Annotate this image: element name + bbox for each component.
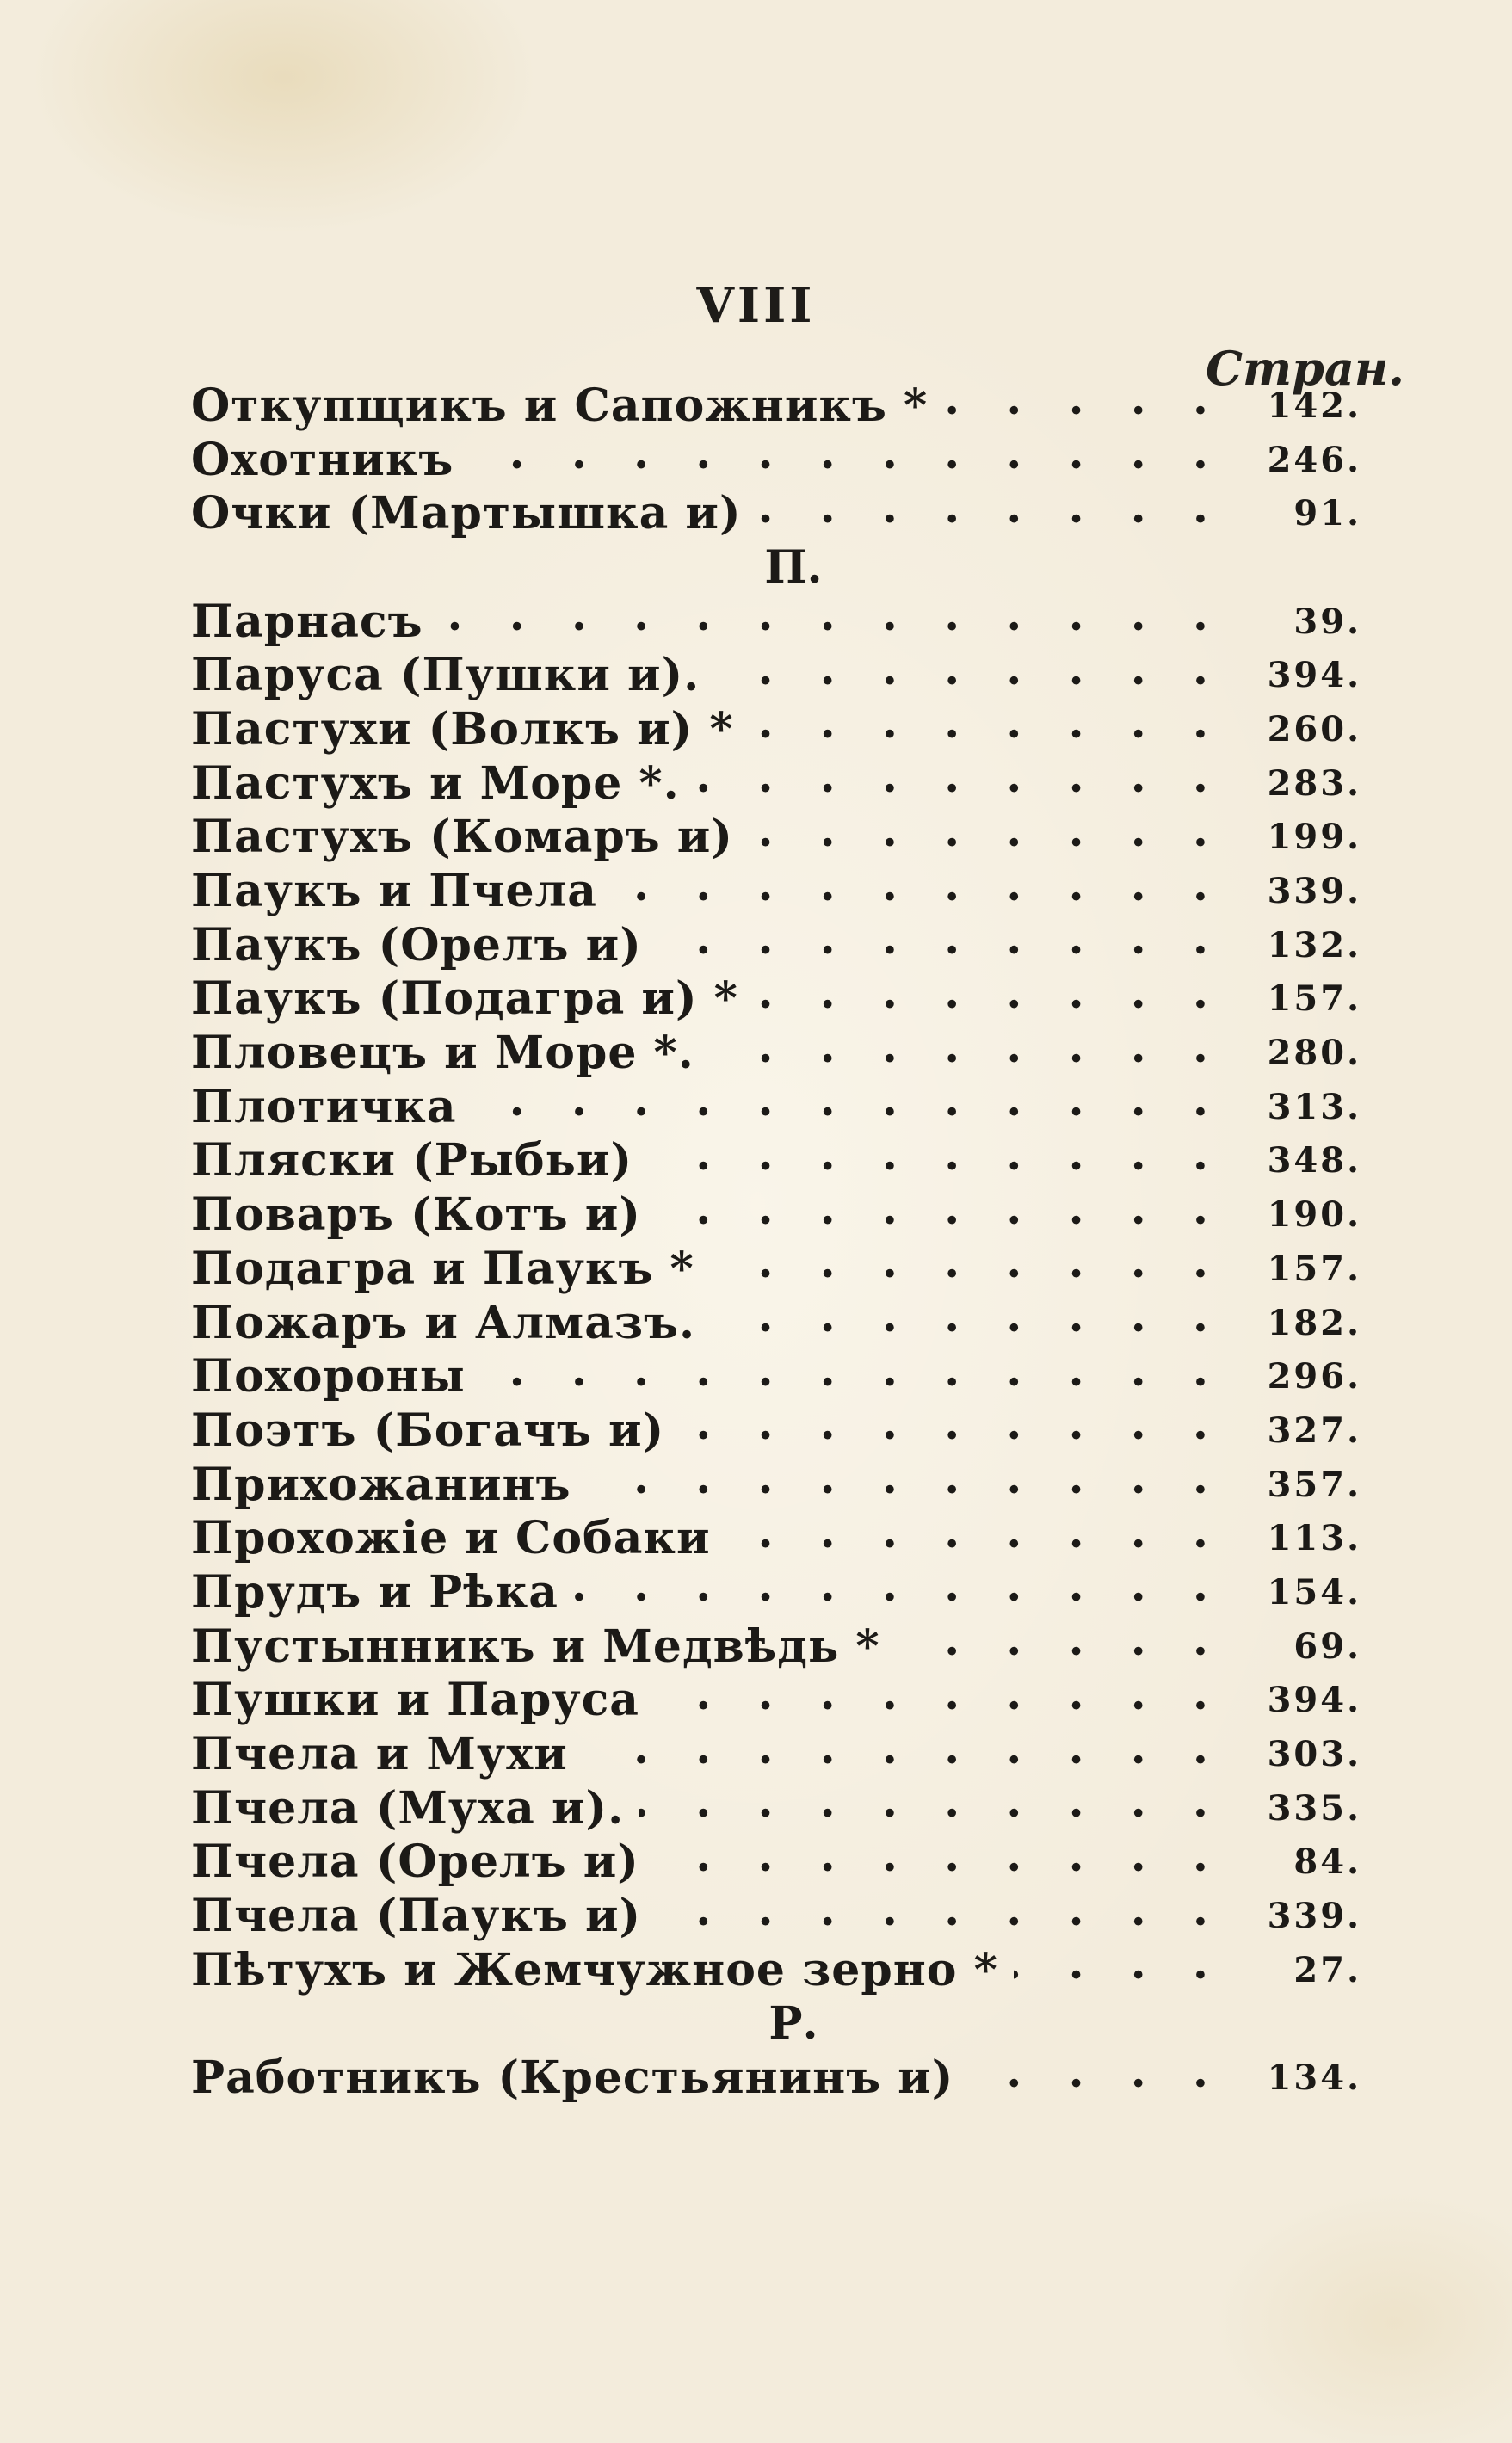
page-number: VIII bbox=[696, 277, 816, 334]
entry-title: Пловецъ и Море *. bbox=[191, 1027, 694, 1080]
entry-title: Пчела (Паукъ и) bbox=[191, 1890, 642, 1943]
dot-leader bbox=[749, 811, 1224, 865]
entry-page-number: 296. bbox=[1267, 1356, 1361, 1397]
entry-title: Прихожанинъ bbox=[191, 1458, 571, 1511]
entry-page-number: 357. bbox=[1267, 1464, 1361, 1505]
index-entry bbox=[191, 2051, 1361, 2105]
entry-page-number: 283. bbox=[1267, 762, 1361, 804]
index-entry bbox=[191, 1134, 1361, 1188]
entry-page-number: 154. bbox=[1267, 1571, 1361, 1613]
page-column-header: Стран. bbox=[1205, 341, 1404, 396]
entry-page-number: 327. bbox=[1267, 1410, 1361, 1451]
dot-leader bbox=[469, 433, 1224, 487]
index-entry bbox=[191, 1511, 1361, 1565]
dot-leader bbox=[613, 864, 1224, 918]
entry-page-number: 260. bbox=[1267, 708, 1361, 750]
entry-title: Пушки и Паруса bbox=[191, 1674, 639, 1727]
index-entry bbox=[191, 1296, 1361, 1350]
entry-title: Пѣтухъ и Жемчужное зерно * bbox=[191, 1943, 998, 1996]
index-entry bbox=[191, 486, 1361, 540]
entry-title: Паруса (Пушки и). bbox=[191, 649, 700, 702]
entry-page-number: 113. bbox=[1267, 1518, 1361, 1559]
dot-leader bbox=[695, 756, 1224, 811]
dot-leader bbox=[710, 1026, 1224, 1080]
entry-title: Паукъ (Орелъ и) bbox=[191, 918, 642, 972]
index-entry bbox=[191, 379, 1361, 433]
index-entry bbox=[191, 1619, 1361, 1674]
index-entry bbox=[191, 1403, 1361, 1458]
entry-title: Паукъ (Подагра и) * bbox=[191, 972, 738, 1026]
index-entry bbox=[191, 1727, 1361, 1781]
dot-leader bbox=[715, 648, 1224, 702]
dot-leader bbox=[438, 595, 1224, 649]
entry-page-number: 394. bbox=[1267, 655, 1361, 696]
entry-page-number: 27. bbox=[1293, 1949, 1361, 1990]
index-entry bbox=[191, 918, 1361, 972]
entry-page-number: 280. bbox=[1267, 1033, 1361, 1074]
index-entry bbox=[191, 1188, 1361, 1242]
dot-leader bbox=[943, 379, 1224, 433]
entry-title: Работникъ (Крестьянинъ и) bbox=[191, 2051, 954, 2105]
index-entry bbox=[191, 811, 1361, 865]
entry-title: Очки (Мартышка и) bbox=[191, 487, 742, 540]
entry-title: Пчела (Муха и). bbox=[191, 1781, 625, 1835]
dot-leader bbox=[757, 486, 1224, 540]
index-entry bbox=[191, 1781, 1361, 1835]
dot-leader bbox=[657, 918, 1224, 972]
entry-page-number: 157. bbox=[1267, 978, 1361, 1020]
index-entry bbox=[191, 433, 1361, 487]
entry-title: Пожаръ и Алмазъ. bbox=[191, 1296, 696, 1349]
entry-page-number: 199. bbox=[1267, 817, 1361, 858]
entry-title: Паукъ и Пчела bbox=[191, 865, 597, 918]
entry-page-number: 339. bbox=[1267, 1896, 1361, 1937]
index-entry bbox=[191, 1080, 1361, 1134]
index-entry bbox=[191, 972, 1361, 1027]
section-letter: П. bbox=[764, 540, 823, 594]
dot-leader bbox=[1014, 1943, 1224, 1997]
dot-leader bbox=[574, 1565, 1224, 1619]
entry-title: Пчела и Мухи bbox=[191, 1728, 568, 1781]
dot-leader bbox=[583, 1727, 1224, 1781]
dot-leader bbox=[711, 1296, 1224, 1350]
dot-leader bbox=[655, 1835, 1224, 1890]
entry-title: Похороны bbox=[191, 1350, 466, 1403]
entry-page-number: 339. bbox=[1267, 871, 1361, 912]
index-entries bbox=[191, 379, 1361, 2105]
dot-leader bbox=[754, 972, 1224, 1027]
index-entry bbox=[191, 1026, 1361, 1080]
entry-page-number: 69. bbox=[1293, 1626, 1361, 1667]
entry-title: Пляски (Рыбьи) bbox=[191, 1134, 633, 1188]
index-entry bbox=[191, 595, 1361, 649]
entry-page-number: 84. bbox=[1293, 1842, 1361, 1883]
entry-title: Пастухъ и Море *. bbox=[191, 756, 680, 810]
entry-page-number: 190. bbox=[1267, 1194, 1361, 1236]
entry-page-number: 182. bbox=[1267, 1302, 1361, 1343]
dot-leader bbox=[657, 1889, 1224, 1943]
index-entry bbox=[191, 1242, 1361, 1296]
index-entry bbox=[191, 1943, 1361, 1997]
index-entry bbox=[191, 1349, 1361, 1403]
entry-page-number: 313. bbox=[1267, 1086, 1361, 1127]
index-entry bbox=[191, 1458, 1361, 1512]
section-heading bbox=[191, 1997, 1361, 2051]
entry-title: Пустынникъ и Медвѣдь * bbox=[191, 1619, 880, 1673]
index-entry bbox=[191, 648, 1361, 702]
dot-leader bbox=[472, 1080, 1224, 1134]
index-entry bbox=[191, 864, 1361, 918]
dot-leader bbox=[657, 1188, 1224, 1242]
entry-page-number: 157. bbox=[1267, 1248, 1361, 1289]
index-entry bbox=[191, 702, 1361, 756]
index-entry bbox=[191, 1889, 1361, 1943]
entry-title: Парнасъ bbox=[191, 595, 423, 648]
entry-page-number: 246. bbox=[1267, 439, 1361, 480]
entry-page-number: 134. bbox=[1267, 2057, 1361, 2099]
entry-page-number: 39. bbox=[1293, 601, 1361, 642]
index-entry bbox=[191, 1674, 1361, 1728]
entry-page-number: 132. bbox=[1267, 924, 1361, 965]
section-letter: Р. bbox=[768, 1997, 818, 2051]
entry-page-number: 303. bbox=[1267, 1734, 1361, 1775]
dot-leader bbox=[710, 1242, 1224, 1296]
index-entry bbox=[191, 1565, 1361, 1619]
section-heading bbox=[191, 540, 1361, 595]
entry-page-number: 348. bbox=[1267, 1140, 1361, 1181]
entry-title: Пастухъ (Комаръ и) bbox=[191, 811, 733, 864]
entry-title: Пастухи (Волкъ и) * bbox=[191, 702, 734, 756]
entry-page-number: 142. bbox=[1267, 385, 1361, 426]
index-entry bbox=[191, 756, 1361, 811]
entry-title: Прохожіе и Собаки bbox=[191, 1512, 711, 1565]
entry-page-number: 394. bbox=[1267, 1680, 1361, 1721]
entry-title: Поэтъ (Богачъ и) bbox=[191, 1403, 665, 1457]
dot-leader bbox=[896, 1619, 1224, 1674]
entry-page-number: 91. bbox=[1293, 493, 1361, 534]
entry-title: Плотичка bbox=[191, 1080, 457, 1133]
entry-title: Подагра и Паукъ * bbox=[191, 1242, 694, 1295]
dot-leader bbox=[969, 2051, 1224, 2105]
dot-leader bbox=[639, 1781, 1224, 1835]
dot-leader bbox=[655, 1674, 1224, 1728]
dot-leader bbox=[680, 1403, 1224, 1458]
dot-leader bbox=[726, 1511, 1224, 1565]
dot-leader bbox=[750, 702, 1224, 756]
dot-leader bbox=[648, 1134, 1224, 1188]
entry-title: Поваръ (Котъ и) bbox=[191, 1188, 641, 1242]
entry-title: Охотникъ bbox=[191, 433, 454, 486]
entry-title: Пчела (Орелъ и) bbox=[191, 1835, 639, 1889]
index-entry bbox=[191, 1835, 1361, 1890]
dot-leader bbox=[481, 1349, 1224, 1403]
dot-leader bbox=[587, 1458, 1225, 1512]
entry-title: Прудъ и Рѣка bbox=[191, 1565, 559, 1619]
entry-page-number: 335. bbox=[1267, 1787, 1361, 1829]
entry-title: Откупщикъ и Сапожникъ * bbox=[191, 379, 929, 432]
